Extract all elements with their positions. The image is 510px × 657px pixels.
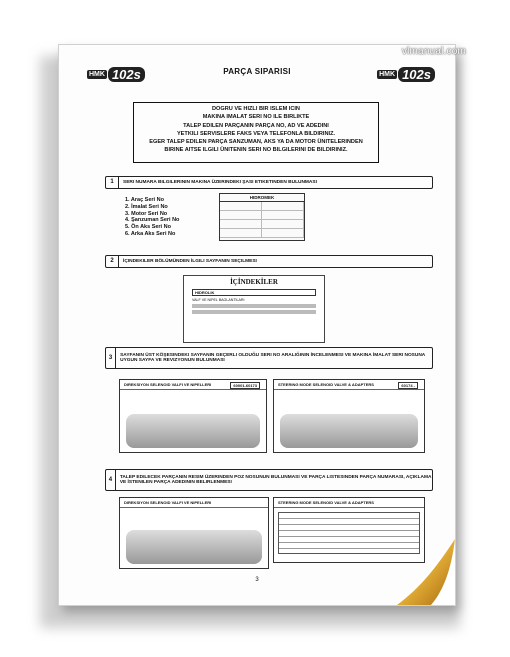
- manual-page: [58, 44, 456, 606]
- part-illustration: [126, 414, 260, 448]
- contents-highlight: HIDROLIK: [192, 289, 316, 296]
- plate-brand: HIDROMEK: [220, 194, 304, 202]
- list-item: 3. Motor Seri No: [125, 210, 168, 217]
- step-text: TALEP EDILECEK PARÇANIN RESIM ÜZERINDEN POZ NOSUNUN BULUNMASI VE PARÇA LISTESINDEN PARÇA NUMARASI, AÇIKLAMA VE İSTENILEN PARÇA ADEDININ BELIRLENMESI: [119, 474, 432, 485]
- sheet-header: DIREKSIYON SELENOID VALFI VE NIPELLERI: [120, 498, 268, 508]
- step-number: 3: [106, 348, 116, 368]
- sheet-header: DIREKSIYON SELENOID VALFI VE NIPELLERI: [120, 380, 266, 390]
- sheet-header: STEERING MODE SELENOID VALVE & ADAPTERS: [274, 498, 424, 508]
- step-number: 2: [106, 256, 119, 267]
- notice-line: BIRINE AITSE ILGILI ÜNITENIN SERI NO BILGILERINI DE BILDIRINIZ.: [164, 147, 348, 154]
- notice-line: YETKILI SERVISLERE FAKS VEYA TELEFONLA BILDIRINIZ.: [176, 130, 336, 137]
- catalog-sheet-thumbnail-right: [273, 379, 425, 453]
- list-item: 2. İmalat Seri No: [125, 203, 168, 210]
- page-number: 3: [255, 577, 259, 583]
- notice-line: EGER TALEP EDILEN PARÇA SANZUMAN, AKS YA DA MOTOR ÜNITELERINDEN: [149, 139, 363, 146]
- step-3-banner: [105, 347, 433, 369]
- contents-line: [192, 304, 316, 308]
- serial-number-list: [125, 197, 179, 238]
- serial-range: 60001-60173: [230, 382, 260, 389]
- logo-model: 102s: [108, 67, 145, 82]
- plate-row: [220, 220, 304, 229]
- step-text: İÇINDEKILER BÖLÜMÜNDEN İLGILI SAYFANIN SEÇILMESI: [123, 258, 257, 264]
- plate-row: [220, 202, 304, 211]
- step-text: SAYFANIN ÜST KÖŞESINDEKI SAYFANIN GEÇERLI OLDUĞU SERI NO ARALIĞININ İNCELENMESI VE MAKINA İMALAT SERI NOSUNA UYGUN SAYFA VE REVIZYONUN BULUNMASI: [120, 352, 426, 363]
- step-1-banner: [105, 176, 433, 189]
- contents-item: VALF VE NIPEL BAGLANTILARI: [192, 298, 245, 302]
- contents-page-thumbnail: [183, 275, 325, 343]
- step-2-banner: [105, 255, 433, 268]
- list-item: 1. Araç Seri No: [125, 197, 164, 203]
- catalog-sheet-thumbnail-left: [119, 379, 267, 453]
- step-text: SERI NUMARA BILGILERININ MAKINA ÜZERINDEKI ŞASI ETIKETINDEN BULUNMASI: [123, 179, 317, 185]
- step-number: 1: [106, 177, 119, 188]
- page-curl: [391, 535, 455, 605]
- contents-title: İÇİNDEKİLER: [230, 278, 278, 286]
- list-item: 6. Arka Aks Seri No: [125, 230, 176, 237]
- order-notice-box: [133, 102, 379, 163]
- step-4-banner: [105, 469, 433, 491]
- contents-line: [192, 310, 316, 314]
- logo-prefix: HMK: [379, 70, 396, 78]
- notice-line: DOGRU VE HIZLI BIR ISLEM ICIN: [212, 106, 300, 112]
- notice-line: TALEP EDILEN PARÇANIN PARÇA NO, AD VE ADEDINI: [183, 122, 329, 129]
- page-title: PARÇA SIPARISI: [223, 67, 291, 76]
- notice-line: MAKINA IMALAT SERI NO ILE BIRLIKTE: [202, 114, 310, 121]
- hmk-logo-right: [377, 67, 435, 81]
- part-illustration: [280, 414, 418, 448]
- parts-illustration-thumbnail: [119, 497, 269, 569]
- sheet-header: STEERING MODE SELENOID VALVE & ADAPTERS: [274, 380, 424, 390]
- serial-range: 60174 -: [398, 382, 418, 389]
- logo-prefix: HMK: [89, 70, 105, 78]
- site-watermark: vlmanual.com: [401, 46, 466, 57]
- logo-model: 102s: [398, 67, 435, 82]
- part-illustration: [126, 530, 262, 564]
- chassis-label-plate: [219, 193, 305, 241]
- list-item: 5. Ön Aks Seri No: [125, 224, 171, 231]
- plate-row: [220, 211, 304, 220]
- list-item: 4. Şanzuman Seri No: [125, 217, 180, 224]
- plate-row: [220, 229, 304, 238]
- step-number: 4: [106, 470, 116, 490]
